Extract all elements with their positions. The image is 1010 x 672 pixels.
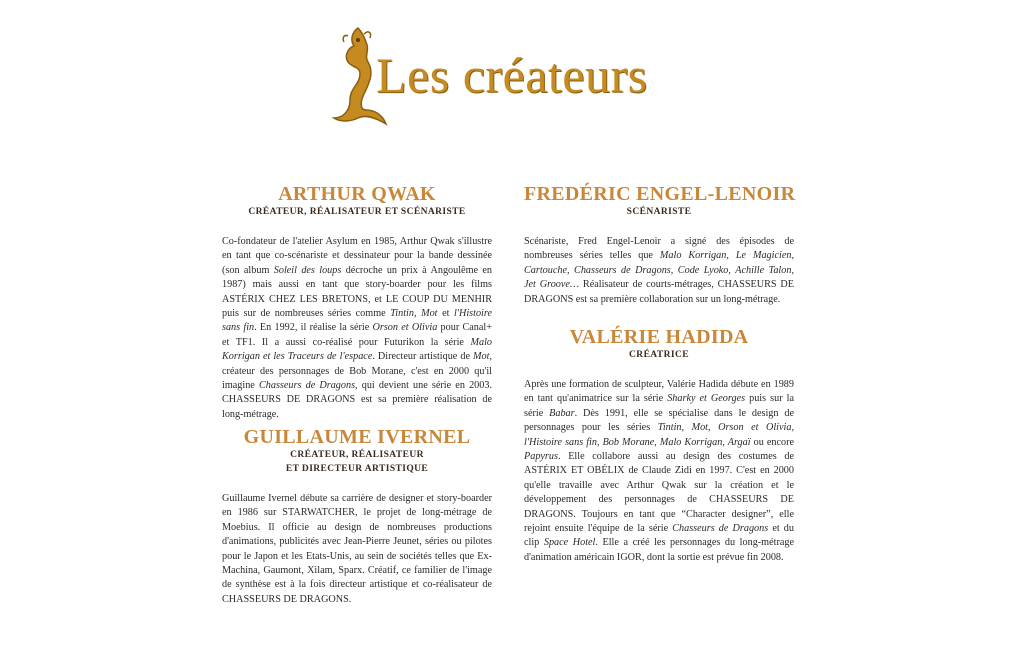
- page-header: [330, 22, 690, 132]
- bio-text: , créateur des personnages de Bob Morane, c'est en 2000 qu'il imagine: [222, 351, 492, 392]
- creator-name: GUILLAUME IVERNEL: [243, 426, 471, 448]
- bio-title-italic: Tintin, Mot, Orson et Olivia, l'Histoire sans fin, Bob Morane, Malo Korrigan, Argaï: [524, 422, 795, 448]
- creator-role: CRÉATEUR, RÉALISATEUR: [290, 450, 424, 460]
- bio-text: . Directeur artistique de: [372, 351, 474, 363]
- creator-bio: [222, 235, 492, 422]
- creator-role: SCÉNARISTE: [626, 207, 692, 217]
- bio-title-italic: Malo Korrigan, Le Magicien, Cartouche, Chasseurs de Dragons, Code Lyoko, Achille Talon, Jet Groove…: [524, 250, 794, 291]
- creator-frederic-engel-lenoir: [524, 183, 794, 307]
- creator-name: ARTHUR QWAK: [278, 183, 436, 205]
- creator-role: CRÉATEUR, RÉALISATEUR ET SCÉNARISTE: [248, 207, 466, 217]
- bio-text: . En 1992, il réalise la série: [254, 322, 373, 334]
- creator-role: CRÉATRICE: [629, 350, 689, 360]
- bio-text: . Dès 1991, elle se spécialise dans le design de personnages pour les séries: [524, 407, 795, 434]
- bio-title-italic: Sharky et Georges: [667, 393, 746, 405]
- bio-title-italic: Chasseurs de Dragons: [258, 380, 356, 392]
- bio-text: Scénariste, Fred Engel-Lenoir a signé des épisodes de nombreuses séries telles que: [524, 236, 794, 262]
- bio-text: pour Canal+ et TF1. Il a aussi co-réalisé pour Futurikon la série: [222, 322, 492, 348]
- creator-valerie-hadida: [524, 326, 794, 565]
- bio-text: Co-fondateur de l'atelier Asylum en 1985, Arthur Qwak s'illustre en tant que co-scénariste et dessinateur pour la bande dessinée (son album: [222, 236, 492, 276]
- bio-title-italic: Space Hotel: [543, 537, 596, 549]
- bio-text: ,: [413, 308, 422, 320]
- bio-text: Réalisateur de courts-métrages, CHASSEURS DE DRAGONS est sa première collaboration sur un long-métrage.: [524, 279, 795, 305]
- bio-title-italic: Chasseurs de Dragons: [672, 523, 769, 535]
- bio-text: . Elle collabore aussi au design des costumes de ASTÉRIX ET OBÉLIX de Claude Zidi en 1997. C'est en 2000 qu'elle travaille avec Arthur Qwak sur la création et le développement des personnages de CHASSEURS DE DRAGONS. Toujours en tant que “Character designer”, elle rejoint ensuite l'équipe de la série: [524, 451, 794, 535]
- creator-guillaume-ivernel: [222, 426, 492, 607]
- bio-title-italic: Malo Korrigan et les Traceurs de l'espace: [222, 336, 492, 363]
- creator-bio: [524, 235, 794, 307]
- bio-text: Après une formation de sculpteur, Valérie Hadida débute en 1989 en tant qu'animatrice sur la série: [524, 379, 794, 405]
- bio-title-italic: Papyrus: [524, 451, 558, 463]
- page-title: Les créateurs: [376, 47, 648, 103]
- bio-text: décroche un prix à Angoulême en 1987) mais aussi en tant que story-boarder pour les films ASTÉRIX CHEZ LES BRETONS, et LE COUP DU MENHIR puis sur de nombreuses séries comme: [222, 264, 493, 320]
- bio-title-italic: Orson et Olivia: [372, 322, 438, 334]
- bio-title-italic: Mot: [473, 351, 490, 363]
- bio-title-italic: Babar: [549, 407, 575, 419]
- bio-text: Guillaume Ivernel débute sa carrière de designer et story-boarder en 1986 sur STARWATCHER, le projet de long-métrage de Moebius. Il officie au design de nombreuses productions d'animations, publicités avec Jean-Pierre Jeunet, séries ou pilotes pour le Japon et les Etats-Unis, au sein de sociétés telles que Ex-Machina, Gaumont, Xilam, Sparx. Créatif, ce familier de l'image de synthèse est à la fois directeur artistique et co-réalisateur de CHASSEURS DE DRAGONS.: [222, 493, 492, 605]
- bio-text: puis sur la série: [524, 393, 794, 419]
- bio-title-italic: Tintin: [390, 308, 414, 320]
- creator-role: ET DIRECTEUR ARTISTIQUE: [285, 464, 429, 474]
- creator-name: FREDÉRIC ENGEL-LENOIR: [524, 183, 796, 205]
- bio-text: , qui devient une série en 2003. CHASSEURS DE DRAGONS est sa première réalisation de long-métrage.: [222, 380, 492, 420]
- bio-title-italic: Mot: [421, 308, 438, 320]
- creator-arthur-qwak: [222, 183, 492, 422]
- bio-title-italic: Soleil des loups: [273, 264, 342, 276]
- bio-text: ou encore: [750, 436, 794, 448]
- bio-text: et du clip: [524, 523, 794, 549]
- creator-name: VALÉRIE HADIDA: [569, 326, 749, 348]
- bio-title-italic: l'Histoire sans fin: [222, 308, 492, 334]
- creator-bio: [222, 492, 492, 607]
- bio-text: et: [437, 308, 454, 320]
- creator-bio: [524, 378, 794, 565]
- bio-text: . Elle a créé les personnages du long-métrage d'animation américain IGOR, dont la sortie est prévue fin 2008.: [524, 537, 794, 563]
